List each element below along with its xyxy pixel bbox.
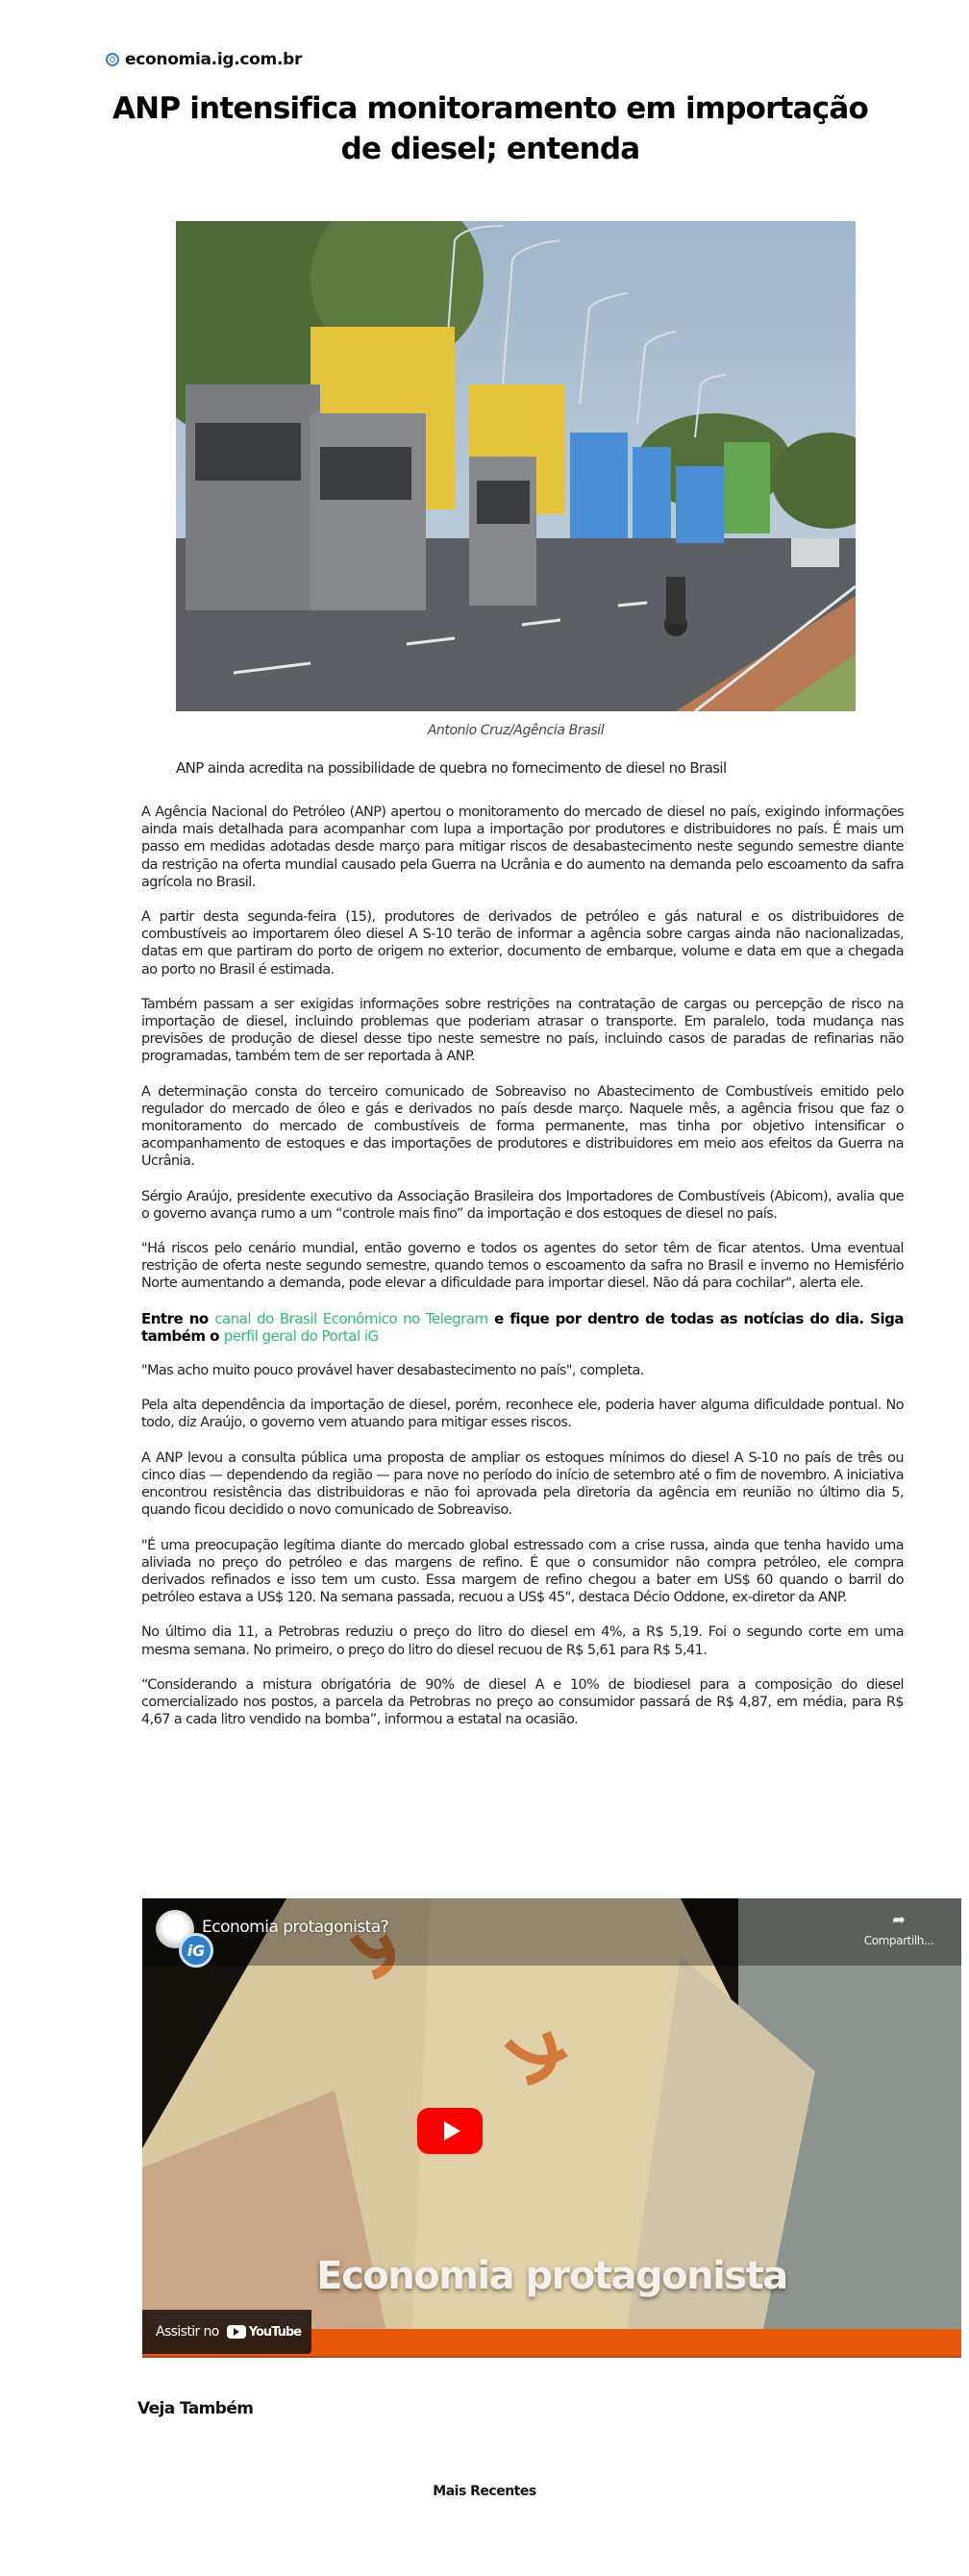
article-paragraph: Pela alta dependência da importação de diesel, porém, reconhece ele, poderia haver alguma dificuldade pontual. No todo, diz Araújo, o governo vem atuando para mitigar esses riscos. (141, 1398, 904, 1431)
see-also-heading: Veja Também (137, 2399, 254, 2418)
site-header (106, 50, 302, 69)
watch-on-youtube-button[interactable] (142, 2310, 311, 2354)
telegram-channel-link[interactable]: canal do Brasil Econômico no Telegram (214, 1309, 488, 1327)
article-body (141, 804, 904, 1746)
most-recent-heading: Mais Recentes (433, 2484, 536, 2499)
article-paragraph: "Há riscos pelo cenário mundial, então governo e todos os agentes do setor têm de ficar atentos. Uma eventual restrição de oferta neste segundo semestre, quando temos o escoamento da safra no Brasil e inverno no Hemisfério Norte aumentando a demanda, pode elevar a dificuldade para importar diesel. Não dá para cochilar", alerta ele. (141, 1241, 904, 1292)
article-paragraph: “Considerando a mistura obrigatória de 90% de diesel A e 10% de biodiesel para a composição do diesel comercializado nos postos, a parcela da Petrobras no preço ao consumidor passará de R$ 4,87, em média, para R$ 4,67 a cada litro vendido na bomba”, informou a estatal na ocasião. (141, 1676, 904, 1728)
play-icon (444, 2121, 460, 2141)
image-credit: Antonio Cruz/Agência Brasil (427, 723, 605, 738)
article-paragraph: A determinação consta do terceiro comunicado de Sobreaviso no Abastecimento de Combustíveis emitido pelo regulador do mercado de óleo e gás e derivados no país desde março. Naquele mês, a agência frisou que faz o monitoramento do mercado de combustíveis de forma permanente, mas tinha por objetivo intensificar o acompanhamento de estoques e das importações de produtores e distribuidores em meio aos efeitos da Guerra na Ucrânia. (141, 1083, 904, 1170)
telegram-promo (141, 1310, 904, 1345)
youtube-wordmark: YouTube (248, 2324, 302, 2340)
article-paragraph: Sérgio Araújo, presidente executivo da Associação Brasileira dos Importadores de Combustíveis (Abicom), avalia que o governo avança rumo a um “controle mais fino” da importação e dos estoques de diesel no país. (141, 1188, 904, 1222)
promo-middle: e fique por dentro de todas as notícias do dia. Siga também o (141, 1309, 904, 1345)
article-title: ANP intensifica monitoramento em importação de diesel; entenda (112, 91, 868, 166)
article-paragraph: A partir desta segunda-feira (15), produtores de derivados de petróleo e gás natural e os distribuidores de combustíveis ao importarem óleo diesel A S-10 terão de informar a agência sobre cargas ainda não nacionalizadas, datas em que partiram do porto de origem no exterior, documento de embarque, volume e data em que a chegada ao porto no Brasil é estimada. (141, 909, 904, 978)
youtube-play-icon (227, 2325, 246, 2339)
video-title[interactable]: Economia protagonista? (202, 1918, 389, 1937)
article-paragraph: Também passam a ser exigidas informações sobre restrições na contratação de cargas ou percepção de risco na importação de diesel, incluindo problemas que poderiam atrasar o transporte. Em paralelo, toda mudança nas previsões de produção de diesel desse tipo neste semestre no país, incluindo casos de paradas de refinarias não programadas, também tem de ser reportada à ANP. (141, 996, 904, 1065)
article-paragraph: A ANP levou a consulta pública uma proposta de ampliar os estoques mínimos do diesel A S-10 no país de três ou cinco dias — dependendo da região — para nove no período do início de setembro até o fim de novembro. A iniciativa encontrou resistência das distribuidoras e não foi aprovada pela diretoria da agência em reunião no último dia 5, quando ficou decidido o novo comunicado de Sobreaviso. (141, 1449, 904, 1519)
youtube-embed[interactable] (142, 1898, 961, 2358)
ig-logo-icon (106, 53, 119, 66)
trucks-photo (176, 221, 856, 711)
watch-on-label: Assistir no (156, 2324, 219, 2340)
article-paragraph: "Mas acho muito pouco provável haver desabastecimento no país", completa. (141, 1363, 644, 1379)
share-button[interactable] (856, 1910, 942, 1948)
article-paragraph: No último dia 11, a Petrobras reduziu o preço do litro do diesel em 4%, a R$ 5,19. Foi o segundo corte em uma mesma semana. No primeiro, o preço do litro do diesel recuou de R$ 5,61 para R$ 5,41. (141, 1624, 904, 1658)
ig-channel-badge: iG (179, 1933, 213, 1968)
video-caption: Economia protagonista (316, 2254, 787, 2298)
article-lede: ANP ainda acredita na possibilidade de quebra no fornecimento de diesel no Brasil (176, 759, 727, 777)
share-arrow-icon: ➦ (892, 1910, 906, 1930)
promo-prefix: Entre no (141, 1309, 215, 1327)
portal-ig-profile-link[interactable]: perfil geral do Portal iG (223, 1326, 379, 1345)
share-label: Compartilh... (863, 1934, 934, 1947)
article-hero-image (176, 221, 856, 711)
youtube-logo (227, 2325, 301, 2340)
play-button[interactable] (417, 2108, 483, 2154)
article-paragraph: A Agência Nacional do Petróleo (ANP) apertou o monitoramento do mercado de diesel no país, exigindo informações ainda mais detalhada para acompanhar com lupa a importação por produtores e distribuidores no país. É mais um passo em medidas adotadas desde março para mitigar riscos de desabastecimento neste segundo semestre diante da restrição na oferta mundial causado pela Guerra na Ucrânia e do aumento na demanda pelo escoamento da safra agrícola no Brasil. (141, 805, 904, 890)
article-paragraph: "É uma preocupação legítima diante do mercado global estressado com a crise russa, ainda que tenha havido uma aliviada no preço do petróleo e das margens de refino. É que o consumidor não compra petróleo, ele compra derivados refinados e isso tem um custo. Essa margem de refino chegou a bater em US$ 60 quando o barril do petróleo estava a US$ 120. Na semana passada, recuou a US$ 45", destaca Décio Oddone, ex-diretor da ANP. (141, 1537, 904, 1606)
site-domain[interactable]: economia.ig.com.br (125, 50, 303, 69)
